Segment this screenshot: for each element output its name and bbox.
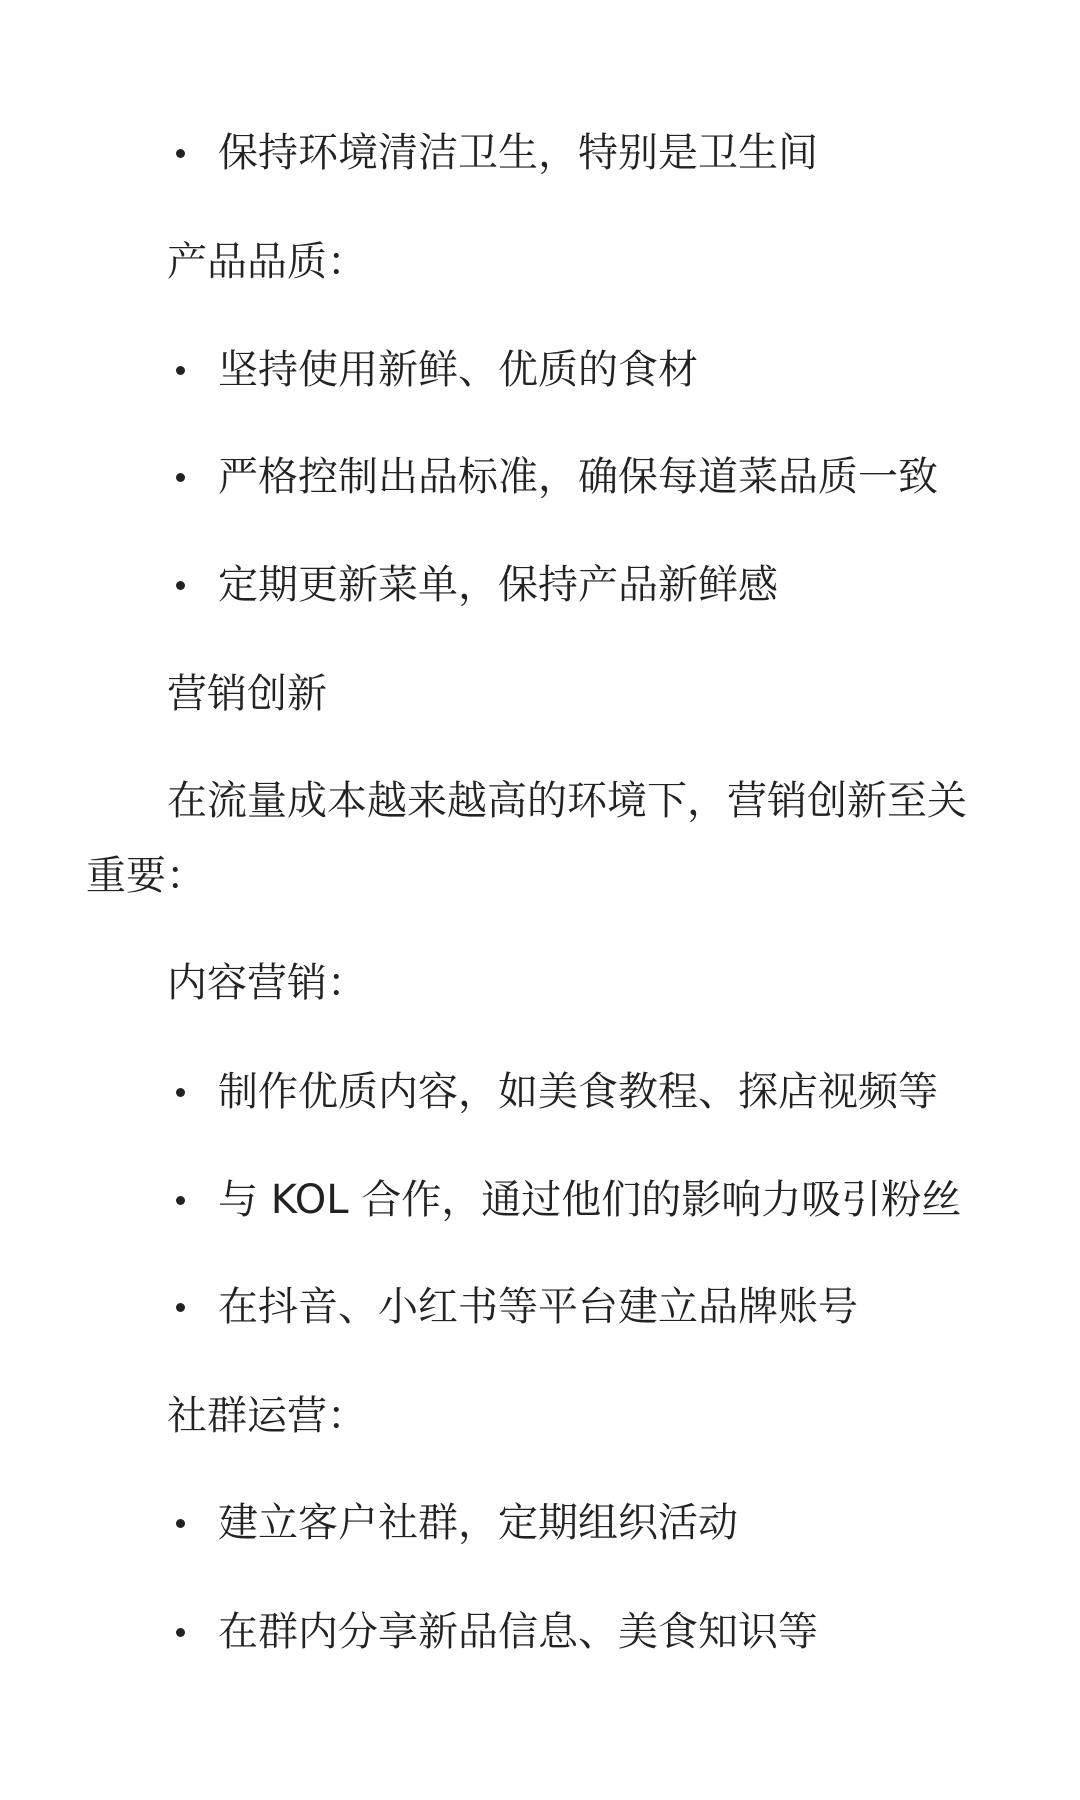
section-heading-text: 产品品质： <box>167 239 367 285</box>
list-item-text: 在抖音、小红书等平台建立品牌账号 <box>218 1284 858 1330</box>
list-item-text: 建立客户社群，定期组织活动 <box>218 1500 738 1546</box>
bullet-dot <box>176 1303 185 1312</box>
list-item-text: 制作优质内容，如美食教程、探店视频等 <box>218 1069 938 1115</box>
list-item-text: 定期更新菜单，保持产品新鲜感 <box>218 562 778 608</box>
section-heading-text: 社群运营： <box>167 1393 367 1439</box>
bullet-dot <box>176 1628 185 1637</box>
paragraph-text: 在流量成本越来越高的环境下，营销创新至关 <box>167 778 967 824</box>
section-heading-text: 内容营销： <box>167 960 367 1006</box>
bullet-dot <box>176 366 185 375</box>
bullet-dot <box>176 1088 185 1097</box>
list-item-text: 保持环境清洁卫生，特别是卫生间 <box>218 130 818 176</box>
list-item-text: 坚持使用新鲜、优质的食材 <box>218 347 698 393</box>
bullet-dot <box>176 473 185 482</box>
list-item-text: 与 KOL 合作，通过他们的影响力吸引粉丝 <box>218 1177 962 1223</box>
list-item-text: 严格控制出品标准，确保每道菜品质一致 <box>218 454 938 500</box>
bullet-dot <box>176 1519 185 1528</box>
section-heading-text: 营销创新 <box>167 671 327 717</box>
bullet-dot <box>176 1196 185 1205</box>
bullet-dot <box>176 149 185 158</box>
bullet-dot <box>176 581 185 590</box>
paragraph-continuation-text: 重要： <box>86 853 206 899</box>
list-item-text: 在群内分享新品信息、美食知识等 <box>218 1609 818 1655</box>
